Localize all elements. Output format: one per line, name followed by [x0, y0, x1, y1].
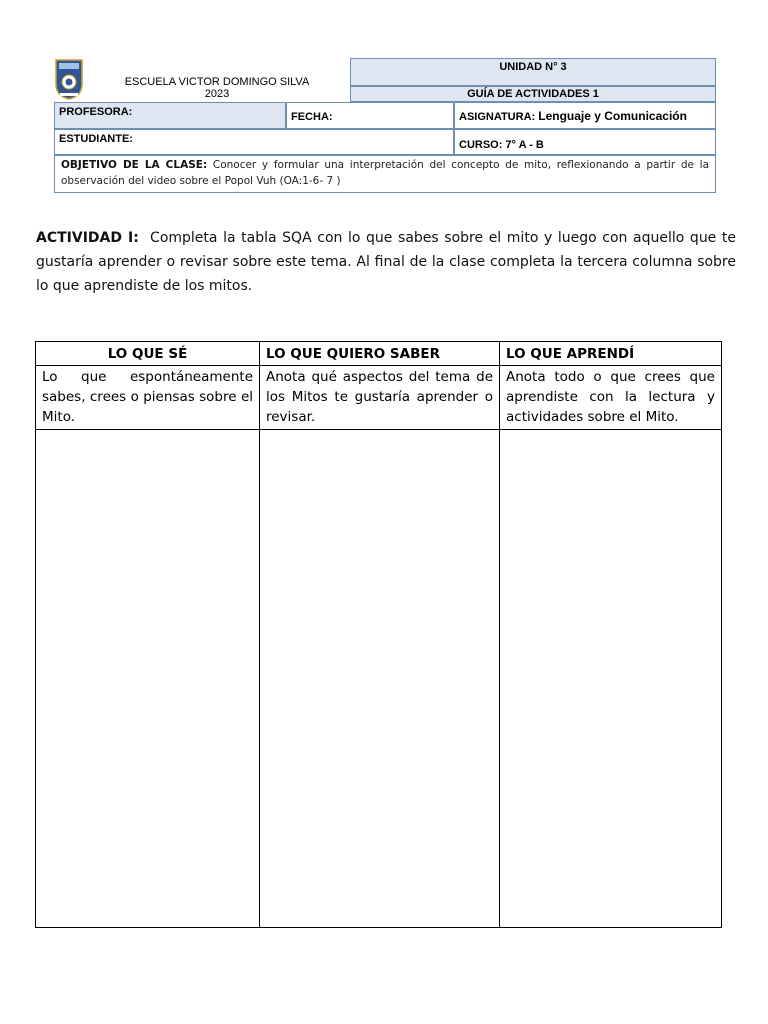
column-header: LO QUE SÉ [36, 342, 259, 366]
student-label: ESTUDIANTE: [59, 133, 133, 145]
answer-area[interactable] [500, 430, 721, 927]
sqa-table [35, 341, 722, 928]
teacher-cell [54, 102, 286, 129]
student-cell [54, 129, 454, 155]
activity-label: ACTIVIDAD I [36, 230, 134, 246]
date-label: FECHA: [291, 111, 333, 123]
column-header: LO QUE QUIERO SABER [260, 342, 499, 366]
column-description: Anota qué aspectos del tema de los Mitos te gustaría aprender o revisar. [260, 366, 499, 430]
objective-cell [54, 155, 716, 193]
guide-cell [350, 86, 716, 102]
activity-text: Completa la tabla SQA con lo que sabes sobre el mito y luego con aquello que te gustaría aprender o revisar sobre este tema. Al final de la clase completa la tercera columna sobre lo que aprendiste de los mitos. [36, 230, 737, 294]
answer-area[interactable] [36, 430, 259, 927]
school-title [84, 58, 350, 102]
objective-text: Conocer y formular una interpretación del concepto de mito, reflexionando a partir de la observación del video sobre el Popol Vuh (OA:1-6- 7 ) [61, 159, 710, 187]
column-header: LO QUE APRENDÍ [500, 342, 721, 366]
column-what-i-want-to-know [260, 342, 500, 927]
teacher-label: PROFESORA: [59, 106, 133, 118]
activity-colon: : [133, 230, 139, 246]
school-year: 2023 [204, 88, 230, 100]
subject-value: Lenguaje y Comunicación [538, 109, 687, 123]
unit-cell [350, 58, 716, 86]
column-what-i-know [36, 342, 260, 927]
date-cell [286, 102, 454, 129]
document-header [54, 58, 716, 193]
column-what-i-learned [500, 342, 721, 927]
answer-area[interactable] [260, 430, 499, 927]
unit-label: UNIDAD N° 3 [499, 61, 567, 73]
subject-cell [454, 102, 716, 129]
activity-instructions [36, 226, 736, 298]
guide-label: GUÍA DE ACTIVIDADES 1 [467, 88, 599, 100]
objective-label: OBJETIVO DE LA CLASE: [61, 159, 208, 171]
course-cell [454, 129, 716, 155]
column-description: Lo que espontáneamente sabes, crees o piensas sobre el Mito. [36, 366, 259, 430]
school-name: ESCUELA VICTOR DOMINGO SILVA [124, 76, 310, 88]
school-crest-logo [54, 58, 84, 100]
course-label: CURSO: 7° A - B [459, 139, 544, 151]
subject-label: ASIGNATURA: [459, 111, 536, 123]
column-description: Anota todo o que crees que aprendiste con la lectura y actividades sobre el Mito. [500, 366, 721, 430]
